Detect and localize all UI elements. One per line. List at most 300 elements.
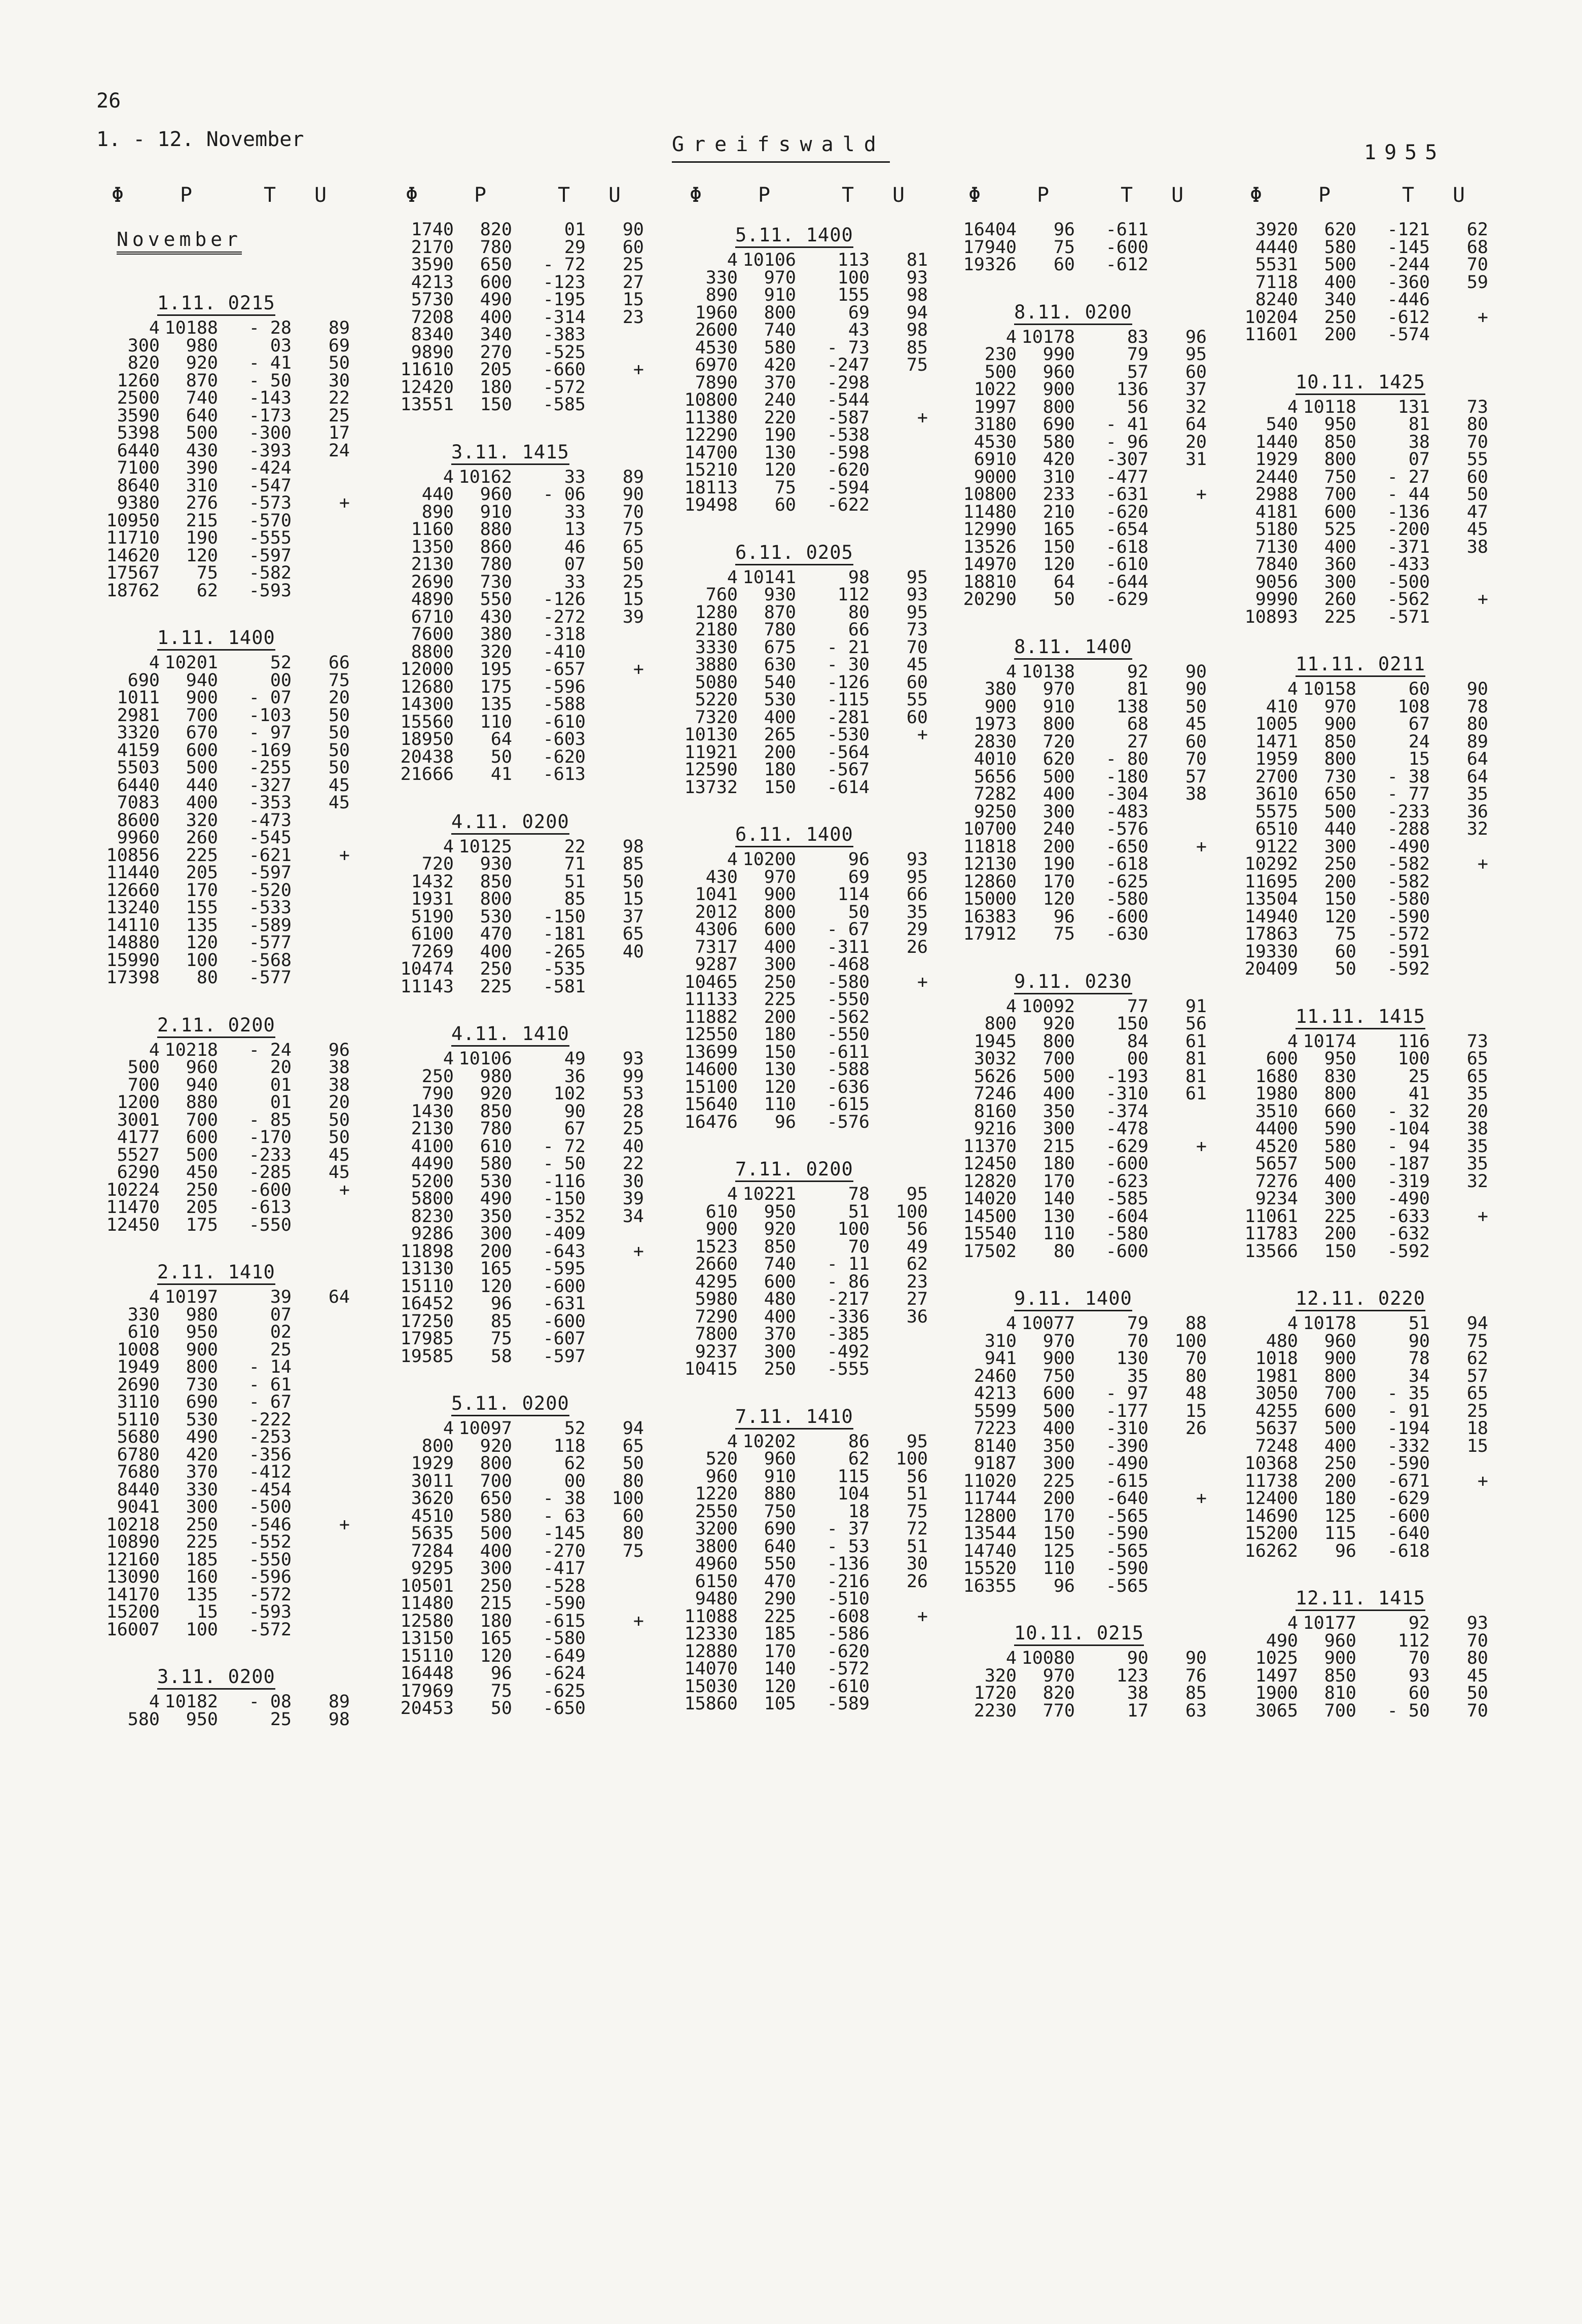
table-cell: 27 <box>906 1289 928 1309</box>
table-cell: 233 <box>1042 484 1075 505</box>
table-row <box>96 1551 370 1569</box>
table-cell: 1981 <box>1255 1366 1298 1386</box>
table-cell: 240 <box>1042 819 1075 839</box>
table-cell: 12800 <box>963 1506 1017 1526</box>
table-cell: + <box>1477 854 1488 874</box>
table-cell: 4 <box>1005 327 1017 347</box>
table-cell: 4 <box>1005 1313 1017 1334</box>
table-cell: 2500 <box>117 388 160 408</box>
table-cell: 7276 <box>1255 1171 1298 1192</box>
table-row <box>1235 326 1508 344</box>
table-cell: 140 <box>1042 1189 1075 1209</box>
table-cell: 15990 <box>106 950 160 971</box>
table-cell: 370 <box>764 372 796 393</box>
table-cell: 380 <box>480 624 512 645</box>
table-row <box>953 838 1227 856</box>
table-cell: 27 <box>622 272 644 293</box>
table-row <box>1235 681 1508 698</box>
table-row <box>390 591 664 609</box>
table-cell: 10501 <box>400 1576 454 1596</box>
table-cell: -265 <box>543 941 586 962</box>
sounding-block <box>953 1284 1227 1595</box>
table-cell: 95 <box>906 867 928 887</box>
table-row <box>390 556 664 574</box>
table-cell: 50 <box>328 740 350 761</box>
sounding-title-text: 1.11. 1400 <box>157 627 275 651</box>
table-cell: 85 <box>622 854 644 874</box>
table-cell: -473 <box>248 810 292 831</box>
table-cell: 17 <box>1127 1700 1148 1721</box>
table-cell: -253 <box>248 1427 292 1447</box>
table-cell: 3920 <box>1255 220 1298 240</box>
table-cell: 75 <box>622 519 644 540</box>
table-cell: 9480 <box>695 1589 738 1609</box>
table-cell: 20 <box>1466 1101 1488 1122</box>
table-cell: 18762 <box>106 580 160 601</box>
table-cell: 94 <box>906 302 928 323</box>
table-row <box>953 1403 1227 1420</box>
table-row <box>953 663 1227 681</box>
table-row <box>96 882 370 900</box>
sounding-title-text: 2.11. 0200 <box>157 1014 275 1038</box>
sounding-title-text: 3.11. 1415 <box>451 441 569 465</box>
table-row <box>674 252 948 269</box>
table-cell: 580 <box>127 1709 160 1730</box>
table-cell: 800 <box>1324 1084 1356 1104</box>
table-cell: 60 <box>906 707 928 728</box>
table-cell: 130 <box>764 1059 796 1080</box>
table-cell: 56 <box>1127 397 1148 417</box>
month-heading <box>96 228 370 254</box>
table-cell: 69 <box>328 335 350 356</box>
table-cell: 25 <box>328 405 350 426</box>
table-cell: 600 <box>1324 502 1356 522</box>
table-row <box>1235 1068 1508 1086</box>
table-row <box>953 1155 1227 1173</box>
table-row <box>674 1660 948 1678</box>
table-cell: 52 <box>564 1418 586 1439</box>
table-cell: -582 <box>1387 871 1430 892</box>
table-cell: 93 <box>1408 1665 1430 1686</box>
table-cell: 50 <box>1185 696 1207 717</box>
sounding-title-text: 4.11. 0200 <box>451 811 569 835</box>
table-cell: 07 <box>1408 449 1430 470</box>
table-cell: 1929 <box>1255 449 1298 470</box>
table-row <box>390 678 664 696</box>
table-cell: -573 <box>248 493 292 513</box>
table-cell: - 73 <box>826 337 870 358</box>
table-row <box>1235 556 1508 574</box>
table-cell: 120 <box>186 933 218 953</box>
table-cell: 480 <box>764 1289 796 1309</box>
table-cell: 950 <box>1324 1049 1356 1069</box>
table-cell: 00 <box>270 670 292 691</box>
table-cell: 600 <box>1266 1049 1298 1069</box>
table-cell: 33 <box>564 502 586 522</box>
table-cell: -572 <box>1387 924 1430 944</box>
sounding-title <box>674 221 948 252</box>
table-cell: 10092 <box>1021 996 1075 1017</box>
table-row <box>390 1613 664 1630</box>
table-cell: 6150 <box>695 1571 738 1592</box>
table-cell: 114 <box>837 884 870 905</box>
table-row <box>674 991 948 1009</box>
table-cell: 5680 <box>117 1427 160 1447</box>
table-cell: 70 <box>1408 1648 1430 1668</box>
table-row <box>674 461 948 479</box>
table-cell: 4100 <box>411 1136 454 1157</box>
table-cell: 9287 <box>695 954 738 975</box>
table-cell: 10221 <box>742 1184 796 1204</box>
table-row <box>1235 1473 1508 1490</box>
table-cell: -181 <box>543 924 586 944</box>
table-row <box>96 1094 370 1112</box>
table-cell: -145 <box>543 1523 586 1544</box>
table-cell: 830 <box>1324 1066 1356 1087</box>
table-cell: -589 <box>248 915 292 936</box>
table-cell: 11783 <box>1244 1224 1298 1244</box>
table-cell: 10178 <box>1021 327 1075 347</box>
table-cell: 50 <box>1053 589 1075 610</box>
table-row <box>953 820 1227 838</box>
table-cell: 70 <box>1185 1348 1207 1369</box>
table-cell: 70 <box>1127 1331 1148 1351</box>
table-cell: 1980 <box>1255 1084 1298 1104</box>
table-cell: 00 <box>1127 1049 1148 1069</box>
table-cell: 1740 <box>411 220 454 240</box>
table-cell: 60 <box>1335 941 1356 962</box>
table-row <box>674 639 948 657</box>
table-cell: 40 <box>622 1136 644 1157</box>
table-cell: -530 <box>826 725 870 745</box>
table-cell: 12450 <box>106 1214 160 1235</box>
table-row <box>674 426 948 444</box>
table-row <box>953 681 1227 698</box>
table-cell: 2170 <box>411 237 454 258</box>
table-cell: 165 <box>1042 519 1075 540</box>
column-header: T <box>1121 184 1133 207</box>
column-header: P <box>180 184 193 207</box>
table-cell: 51 <box>848 1201 870 1222</box>
table-row <box>96 494 370 512</box>
table-row <box>674 1555 948 1573</box>
table-cell: 120 <box>764 460 796 480</box>
table-cell: 330 <box>705 267 738 288</box>
table-cell: 17567 <box>106 563 160 583</box>
table-cell: -327 <box>248 775 292 796</box>
table-cell: 30 <box>328 370 350 391</box>
table-cell: 530 <box>480 906 512 927</box>
table-cell: 16448 <box>400 1663 454 1684</box>
table-row <box>1235 239 1508 257</box>
table-row <box>96 1621 370 1639</box>
column-header-row <box>96 184 370 221</box>
table-cell: 32 <box>1185 397 1207 417</box>
table-row <box>390 643 664 661</box>
sounding-title <box>96 1011 370 1042</box>
table-cell: 11133 <box>684 989 738 1010</box>
table-cell: -490 <box>1387 836 1430 857</box>
table-cell: 50 <box>328 758 350 778</box>
table-cell: 20453 <box>400 1698 454 1719</box>
table-cell: -564 <box>826 742 870 763</box>
table-cell: 66 <box>906 884 928 905</box>
table-cell: 50 <box>622 554 644 575</box>
table-cell: 525 <box>1324 519 1356 540</box>
table-cell: 970 <box>1042 679 1075 699</box>
table-cell: 96 <box>1053 220 1075 240</box>
table-cell: 130 <box>764 442 796 463</box>
table-cell: 1018 <box>1255 1348 1298 1369</box>
table-cell: 15 <box>1466 1436 1488 1456</box>
table-cell: + <box>1196 484 1207 505</box>
table-row <box>1235 943 1508 961</box>
table-cell: 730 <box>1324 766 1356 787</box>
table-cell: 23 <box>622 307 644 328</box>
table-cell: 85 <box>490 1311 512 1332</box>
table-cell: 25 <box>270 1709 292 1730</box>
table-row <box>674 1114 948 1131</box>
table-row <box>96 1586 370 1604</box>
table-row <box>674 496 948 514</box>
sounding-title-text: 9.11. 0230 <box>1014 971 1132 994</box>
table-cell: -410 <box>543 641 586 662</box>
table-row <box>953 785 1227 803</box>
table-row <box>390 1085 664 1103</box>
table-cell: 100 <box>186 1619 218 1640</box>
table-cell: 610 <box>705 1201 738 1222</box>
table-row <box>390 221 664 239</box>
table-row <box>390 713 664 731</box>
table-cell: 14300 <box>400 694 454 714</box>
table-cell: -610 <box>826 1676 870 1697</box>
table-cell: 800 <box>1324 449 1356 470</box>
table-cell: 870 <box>186 370 218 391</box>
table-cell: 170 <box>764 1641 796 1662</box>
table-cell: 10201 <box>164 653 218 673</box>
table-row <box>953 1525 1227 1543</box>
table-cell: -360 <box>1387 272 1430 293</box>
table-cell: 10465 <box>684 972 738 992</box>
table-row <box>1235 716 1508 733</box>
table-row <box>953 1490 1227 1508</box>
table-row <box>96 1516 370 1534</box>
table-cell: -288 <box>1387 819 1430 839</box>
table-cell: -613 <box>543 764 586 784</box>
table-cell: 6290 <box>117 1162 160 1183</box>
table-cell: + <box>1477 1206 1488 1227</box>
table-cell: 230 <box>984 344 1017 365</box>
table-cell: 38 <box>328 1075 350 1095</box>
table-cell: 75 <box>1466 1331 1488 1351</box>
table-cell: 135 <box>480 694 512 714</box>
table-cell: + <box>339 1514 350 1535</box>
table-row <box>390 1208 664 1226</box>
table-row <box>390 1490 664 1508</box>
table-cell: - 63 <box>543 1506 586 1526</box>
sounding-title-text: 7.11. 1410 <box>735 1406 853 1429</box>
table-row <box>390 908 664 926</box>
table-cell: + <box>633 1611 644 1631</box>
table-row <box>1235 873 1508 891</box>
table-cell: 200 <box>1324 871 1356 892</box>
sounding-block <box>1235 368 1508 626</box>
table-cell: 11695 <box>1244 871 1298 892</box>
table-row <box>96 319 370 337</box>
table-cell: 7800 <box>695 1324 738 1344</box>
table-cell: 50 <box>622 1453 644 1474</box>
table-row <box>674 956 948 974</box>
table-cell: 530 <box>764 690 796 710</box>
table-cell: 38 <box>328 1057 350 1078</box>
table-cell: 69 <box>848 867 870 887</box>
table-cell: 65 <box>622 537 644 557</box>
table-row <box>390 890 664 908</box>
table-cell: 580 <box>764 337 796 358</box>
table-row <box>953 698 1227 716</box>
table-cell: 17969 <box>400 1681 454 1701</box>
month-heading-text: November <box>117 228 242 255</box>
table-row <box>1235 768 1508 786</box>
table-cell: 31 <box>1185 449 1207 470</box>
sounding-title-text: 8.11. 0200 <box>1014 301 1132 325</box>
table-cell: 65 <box>1466 1066 1488 1087</box>
table-cell: 89 <box>328 1692 350 1712</box>
table-cell: 80 <box>1466 1648 1488 1668</box>
table-cell: 300 <box>480 1558 512 1579</box>
table-cell: 80 <box>622 1523 644 1544</box>
sounding-title <box>953 298 1227 329</box>
table-cell: 960 <box>480 484 512 505</box>
table-cell: 740 <box>764 320 796 340</box>
table-cell: 35 <box>1466 1154 1488 1174</box>
table-cell: 900 <box>1324 1648 1356 1668</box>
table-row <box>96 1077 370 1094</box>
table-cell: 1011 <box>117 688 160 708</box>
sounding-title-text: 8.11. 1400 <box>1014 636 1132 660</box>
table-cell: -613 <box>248 1197 292 1218</box>
table-cell: 7600 <box>411 624 454 645</box>
table-cell: 720 <box>1042 731 1075 752</box>
table-cell: -587 <box>826 407 870 428</box>
table-row <box>1235 606 1508 627</box>
sounding-block <box>674 1403 948 1713</box>
table-row <box>96 564 370 582</box>
table-cell: -572 <box>826 1659 870 1679</box>
table-row <box>1235 309 1508 327</box>
table-row <box>674 974 948 991</box>
table-cell: 185 <box>186 1549 218 1570</box>
table-cell: 8230 <box>411 1206 454 1227</box>
table-cell: 300 <box>1042 801 1075 822</box>
table-cell: 100 <box>895 1201 928 1222</box>
table-cell: 500 <box>1042 1066 1075 1087</box>
table-row <box>96 372 370 390</box>
table-cell: 65 <box>1466 1049 1488 1069</box>
table-cell: -581 <box>543 976 586 997</box>
table-cell: -194 <box>1387 1418 1430 1439</box>
table-cell: 68 <box>1466 237 1488 258</box>
sounding-block <box>390 1389 664 1718</box>
table-row <box>953 1508 1227 1525</box>
table-cell: 2550 <box>695 1501 738 1522</box>
table-cell: 310 <box>984 1331 1017 1351</box>
table-cell: 150 <box>764 777 796 798</box>
table-cell: 4 <box>149 1040 160 1060</box>
table-cell: 500 <box>1324 801 1356 822</box>
table-cell: -217 <box>826 1289 870 1309</box>
table-cell: + <box>917 1606 928 1627</box>
table-cell: 6100 <box>411 924 454 944</box>
table-cell: 65 <box>622 1436 644 1456</box>
table-row <box>953 1650 1227 1667</box>
table-cell: 11380 <box>684 407 738 428</box>
table-row <box>390 661 664 678</box>
sounding-title-text: 10.11. 0215 <box>1014 1622 1144 1646</box>
table-row <box>96 547 370 565</box>
table-cell: -311 <box>826 937 870 957</box>
table-row <box>96 794 370 812</box>
table-row <box>390 1278 664 1296</box>
table-cell: 300 <box>1324 1189 1356 1209</box>
table-cell: -195 <box>543 290 586 310</box>
table-cell: 250 <box>186 1514 218 1535</box>
table-cell: 84 <box>1127 1031 1148 1052</box>
table-cell: 900 <box>984 696 1017 717</box>
table-cell: -600 <box>248 1179 292 1200</box>
table-cell: 28 <box>622 1101 644 1122</box>
table-cell: 4255 <box>1255 1401 1298 1421</box>
table-row <box>674 1678 948 1696</box>
table-cell: 75 <box>490 1329 512 1349</box>
table-cell: 91 <box>1185 996 1207 1017</box>
table-row <box>674 1433 948 1451</box>
table-cell: 500 <box>1324 1418 1356 1439</box>
table-cell: 19326 <box>963 255 1017 275</box>
table-cell: - 85 <box>248 1110 292 1130</box>
table-cell: 500 <box>1324 255 1356 275</box>
table-row <box>390 1473 664 1490</box>
table-row <box>674 1096 948 1114</box>
table-cell: + <box>633 360 644 380</box>
table-row <box>96 442 370 460</box>
table-row <box>953 1702 1227 1720</box>
table-row <box>390 1508 664 1525</box>
table-cell: 94 <box>1466 1313 1488 1334</box>
table-cell: 80 <box>196 968 218 988</box>
sounding-title-text: 6.11. 0205 <box>735 542 853 565</box>
table-row <box>96 917 370 935</box>
table-cell: -187 <box>1387 1154 1430 1174</box>
table-row <box>1235 1085 1508 1103</box>
table-row <box>390 379 664 397</box>
table-cell: 360 <box>1324 554 1356 575</box>
table-cell: 5080 <box>695 672 738 693</box>
table-cell: 900 <box>1042 379 1075 400</box>
table-cell: 15 <box>622 889 644 909</box>
table-cell: 70 <box>906 637 928 658</box>
table-cell: + <box>633 659 644 680</box>
table-cell: 40 <box>622 941 644 962</box>
table-cell: 350 <box>480 1206 512 1227</box>
table-cell: 1929 <box>411 1453 454 1474</box>
table-cell: -612 <box>1105 255 1148 275</box>
table-cell: 9960 <box>117 828 160 848</box>
table-cell: 14110 <box>106 915 160 936</box>
table-cell: 115 <box>1324 1523 1356 1544</box>
table-cell: 650 <box>480 255 512 275</box>
sounding-title <box>390 1020 664 1050</box>
